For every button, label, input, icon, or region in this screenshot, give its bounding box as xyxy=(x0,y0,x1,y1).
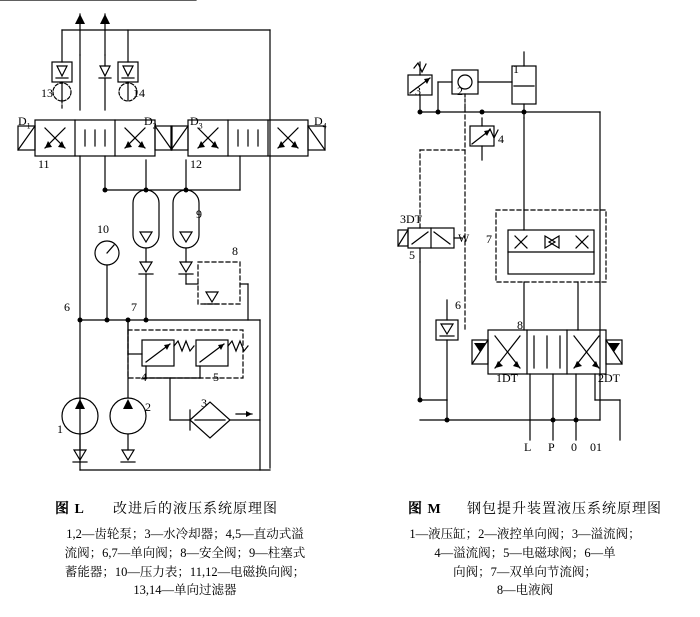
legend-line: 4—溢流阀；5—电磁球阀；6—单 xyxy=(434,545,616,560)
label-4: 4 xyxy=(141,370,147,384)
label-2dt: 2DT xyxy=(598,371,620,385)
legend-line: 1—液压缸；2—液控单向阀；3—溢流阀； xyxy=(409,527,641,541)
label-d2: $D_2$ xyxy=(144,114,157,131)
legend-line: 蓄能器；10—压力表；11,12—电磁换向阀； xyxy=(64,564,306,579)
label-9: 9 xyxy=(196,207,202,221)
legend-line: 13,14—单向过滤器 xyxy=(133,583,237,598)
label-10: 10 xyxy=(97,222,109,236)
label-1: 1 xyxy=(57,422,63,436)
label-5: 5 xyxy=(213,370,219,384)
label-6: 6 xyxy=(64,300,70,314)
figure-l-title: 改进后的液压系统原理图 xyxy=(113,502,278,517)
label-7: 7 xyxy=(131,300,137,314)
legend-line: 流阀；6,7—单向阀；8—安全阀；9—柱塞式 xyxy=(64,545,306,560)
label-12: 12 xyxy=(190,157,202,171)
label-port-p: P xyxy=(548,440,555,454)
label-d1: $D_1$ xyxy=(18,114,31,131)
label-port-l: L xyxy=(524,440,532,454)
figure-m-title-prefix: 图 M xyxy=(408,502,442,517)
label-relief-3: 3 xyxy=(415,84,421,98)
label-13: 13 xyxy=(41,86,53,100)
legend-line: 1,2—齿轮泵；3—水冷却器；4,5—直动式溢 xyxy=(66,527,304,541)
label-2: 2 xyxy=(145,400,151,414)
label-3dt: 3DT xyxy=(400,212,422,226)
label-port-0: 0 xyxy=(571,440,577,454)
label-ball-5: 5 xyxy=(409,248,415,262)
label-11: 11 xyxy=(38,157,50,171)
legend-line: 向阀；7—双单向节流阀； xyxy=(453,564,597,579)
label-valve-8: 8 xyxy=(517,318,523,332)
label-1dt: 1DT xyxy=(496,371,518,385)
figure-m-legend xyxy=(370,525,680,600)
label-port-01: 01 xyxy=(590,440,602,454)
label-cylinder-1: 1 xyxy=(513,62,519,76)
figure-m-title: 钢包提升装置液压系统原理图 xyxy=(467,502,662,517)
label-8: 8 xyxy=(232,244,238,258)
label-d4: $D_4$ xyxy=(314,114,327,131)
label-w-ball: W xyxy=(458,231,470,245)
label-check-6: 6 xyxy=(455,298,461,312)
label-3: 3 xyxy=(201,396,207,410)
legend-line: 8—电液阀 xyxy=(496,583,554,598)
figure-l-title-prefix: 图 L xyxy=(55,502,85,517)
figure-l-legend xyxy=(20,525,350,600)
label-14: 14 xyxy=(133,86,145,100)
label-throttle-7: 7 xyxy=(486,232,492,246)
label-d3: $D_3$ xyxy=(190,114,203,131)
label-pilot-check-2: 2 xyxy=(457,84,463,98)
label-relief-4: 4 xyxy=(498,132,504,146)
